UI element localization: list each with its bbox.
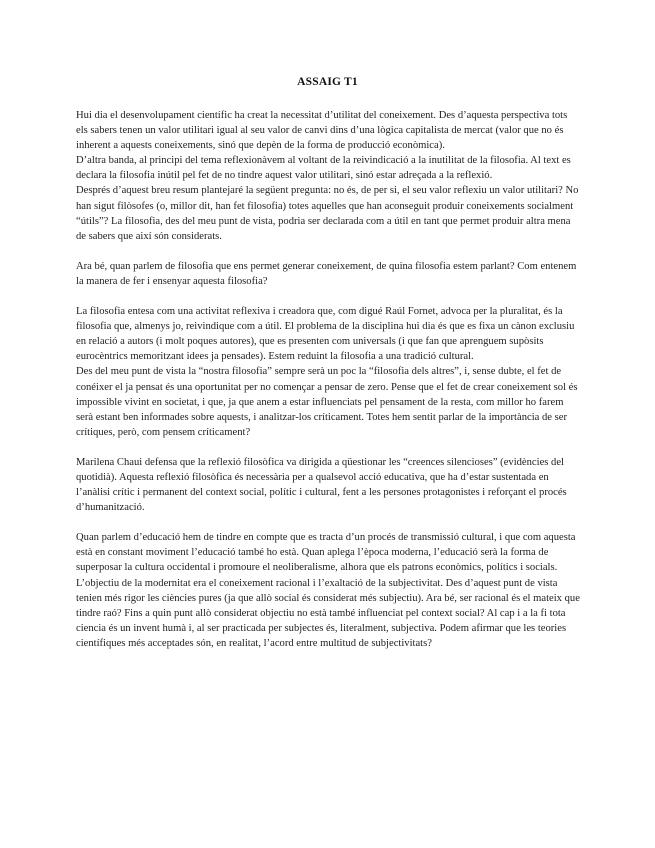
- document-title: ASSAIG T1: [297, 76, 358, 88]
- paragraph: Hui dia el desenvolupament científic ha creat la necessitat d’utilitat del coneixement. Des d’aquesta perspectiva tots els sabers tenen un valor utilitari igual al seu valor de canvi dins d’una lògica capitalista de mercat (valor que no és inherent a aquests coneixements, sinó que depèn de la forma de producció econòmica).: [76, 110, 568, 152]
- paragraph: Marilena Chaui defensa que la reflexió filosòfica va dirigida a qüestionar les “creences silencioses” (evidències del quotidià). Aquesta reflexió filosòfica és necessària per a qualsevol acció educativa, que ha d’estar sustentada en l’anàlisi crític i permanent del context social, polític i cultural, fent a les persones protagonistes i reforçant el procés d’humanització.: [76, 456, 567, 514]
- paragraph: Ara bé, quan parlem de filosofia que ens permet generar coneixement, de quina filosofia estem parlant? Com entenem la manera de fer i ensenyar aquesta filosofia?: [76, 260, 577, 287]
- paragraph: L’objectiu de la modernitat era el coneixement racional i l’exaltació de la subjectivitat. Des d’aquest punt de vista tenien més rigor les ciències pures (ja que allò social és considerat més subjectiu). Ara bé, ser racional és el mateix que tindre raó? Fins a quin punt allò considerat objectiu no està també influenciat pel context social? Al cap i a la fi tota ciencia és un invent humà i, al ser practicada per subjectes és, literalment, subjectiva. Podem afirmar que les teories científiques més acceptades són, en realitat, l’acord entre multitud de subjectivitats?: [76, 577, 580, 649]
- paragraph: Des del meu punt de vista la “nostra filosofia” sempre serà un poc la “filosofia dels altres”, i, sense dubte, el fet de conéixer el ja pensat és una oportunitat per no començar a pensar de zero. Pense que el fet de crear coneixement sol és impossible vivint en societat, i que, ja que anem a estar influenciats pel pensament de la resta, com millor ho farem serà estant ben informades sobre aquests, i analitzar-los críticament. Totes hem sentit parlar de la importància de ser crítiques, però, com pensem críticament?: [76, 366, 578, 438]
- paragraph: D’altra banda, al principi del tema reflexionàvem al voltant de la reivindicació a la inutilitat de la filosofia. Al text es declara la filosofia inútil pel fet de no tindre aquest valor utilitari, sinó estar adreçada a la reflexió.: [76, 155, 571, 182]
- paragraph: La filosofia entesa com una activitat reflexiva i creadora que, com digué Raúl Fornet, advoca per la pluralitat, és la filosofia que, almenys jo, reivindique com a útil. El problema de la disciplina hui dia és que es fixa un cànon exclusiu en relació a autors (i molt poques autores), que es presenten com universals (i que fan que aprenguem supòsits eurocèntrics memoritzant idees ja pensades). Estem reduint la filosofia a una tradició cultural.: [76, 306, 575, 363]
- paragraph: Quan parlem d’educació hem de tindre en compte que es tracta d’un procés de transmissió cultural, i que com aquesta està en constant moviment l’educació també ho està. Quan aplega l’època moderna, l’educació serà la forma de superposar la cultura occidental i promoure el neoliberalisme, alhora que els patrons econòmics, polítics i socials.: [76, 532, 576, 574]
- paragraph: Després d’aquest breu resum plantejaré la següent pregunta: no és, de per si, el seu valor reflexiu un valor utilitari? No han sigut filòsofes (o, millor dit, han fet filosofia) totes aquelles que han aconseguit produir coneixements socialment “útils”? La filosofia, des del meu punt de vista, podria ser declarada com a útil en tant que permet produir altra mena de sabers que així són considerats.: [76, 185, 579, 242]
- document-body: [76, 108, 580, 651]
